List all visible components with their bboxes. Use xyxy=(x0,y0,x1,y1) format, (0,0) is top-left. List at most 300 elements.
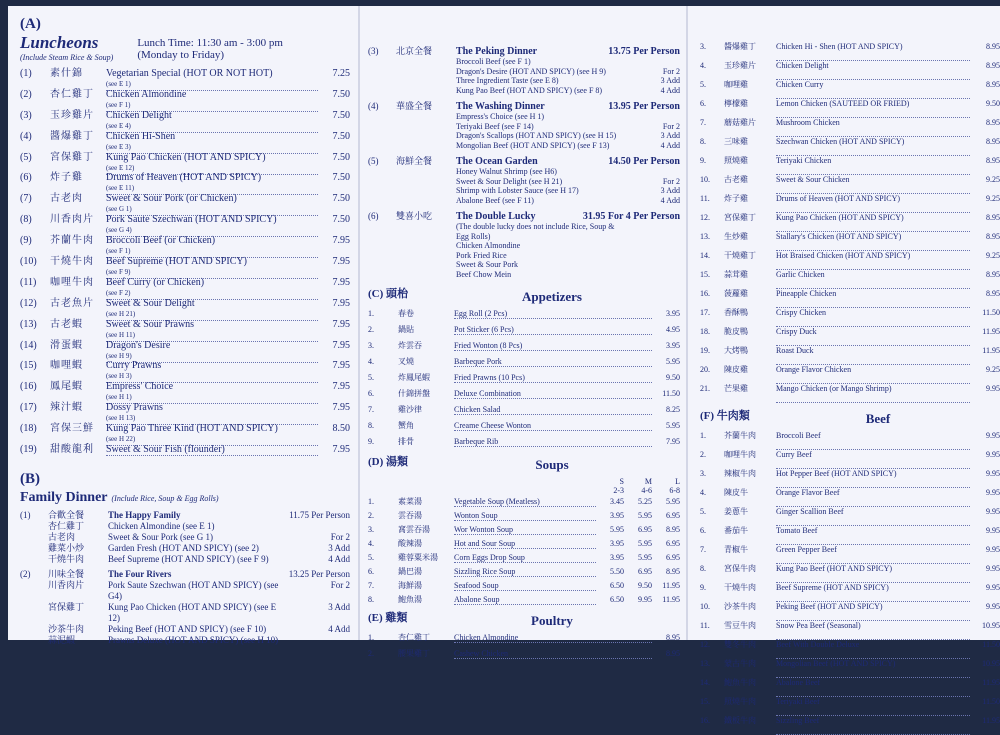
item-reference: (see H 9) xyxy=(106,351,132,360)
dinner-line-name: Beef Supreme (HOT AND SPICY) (see F 9) xyxy=(108,553,269,564)
item-reference: (see F 1) xyxy=(106,100,131,109)
dinner-price: 13.75 Per Person xyxy=(608,46,680,57)
item-number: 1. xyxy=(700,431,706,440)
item-name: Wor Wonton Soup xyxy=(454,525,596,535)
item-price: 11.95 xyxy=(662,595,680,604)
item-name xyxy=(106,89,318,112)
spacer xyxy=(396,86,456,96)
item-chinese-name: 大烤鴨 xyxy=(724,346,748,355)
dinner-line xyxy=(368,186,680,196)
dinner-line xyxy=(368,76,680,86)
item-name xyxy=(106,110,318,133)
dinner-box xyxy=(368,211,680,279)
menu-sheet xyxy=(8,6,1000,725)
item-number: (18) xyxy=(20,423,37,435)
item-number: 4. xyxy=(368,357,374,366)
spacer xyxy=(368,112,396,122)
menu-item xyxy=(20,256,350,277)
spacer xyxy=(368,260,396,270)
item-number: 18. xyxy=(700,327,710,336)
item-price: 9.95 xyxy=(986,545,1000,554)
item-reference: (see E 4) xyxy=(106,121,131,130)
item-reference: (see G 4) xyxy=(106,226,132,235)
item-name xyxy=(106,172,318,195)
item-name: Hot Braised Chicken (HOT AND SPICY) xyxy=(776,251,970,270)
luncheons-subtitle: (Include Steam Rice & Soup) xyxy=(20,53,114,62)
dinner-number: (2) xyxy=(20,568,31,579)
dinner-line-name: Garden Fresh (HOT AND SPICY) (see 2) xyxy=(108,542,259,553)
item-price: 3.95 xyxy=(666,341,680,350)
item-name xyxy=(106,277,318,300)
item-price: 7.25 xyxy=(332,68,350,79)
item-chinese-name: 鳳尾蝦 xyxy=(50,381,83,393)
item-name xyxy=(106,193,318,216)
spacer xyxy=(396,76,456,86)
menu-item xyxy=(20,131,350,152)
item-name xyxy=(106,444,318,456)
menu-item xyxy=(20,381,350,402)
item-name xyxy=(106,235,318,258)
item-chinese-name: 辣椒牛肉 xyxy=(724,469,756,478)
item-chinese-name: 鐵板牛肉 xyxy=(724,716,756,725)
spacer xyxy=(368,222,396,241)
item-chinese-name: 蘑菇雞片 xyxy=(724,118,756,127)
item-chinese-name: 素菜湯 xyxy=(398,497,422,506)
item-chinese-name: 滑蛋蝦 xyxy=(50,339,83,351)
item-price: 8.95 xyxy=(986,42,1000,51)
spacer xyxy=(398,477,454,486)
dinner-line-name: Prawns Deluxe (HOT AND SPICY) (see H 10) xyxy=(108,634,279,645)
item-chinese-name: 番茄牛 xyxy=(724,526,748,535)
item-name: Teriyaki Chicken xyxy=(776,156,970,175)
dinner-number: (1) xyxy=(20,509,31,520)
item-name: Abalone Beef xyxy=(776,678,970,697)
dinner-line-size xyxy=(620,222,680,241)
item-name: Creame Cheese Wonton xyxy=(454,421,652,431)
item-chinese-name: 沙茶牛肉 xyxy=(724,602,756,611)
item-title: Chicken Hi-Shen xyxy=(106,130,176,142)
item-reference: (see E 12) xyxy=(106,163,135,172)
dinner-line xyxy=(368,122,680,132)
item-chinese-name: 宮保牛肉 xyxy=(724,564,756,573)
item-name: Drums of Heaven (HOT AND SPICY) xyxy=(776,194,970,213)
dinner-line xyxy=(368,222,680,241)
menu-item xyxy=(700,137,1000,156)
poultry-letter: (E) 雞類 xyxy=(368,612,408,624)
item-name: Teriyaki Beef xyxy=(776,697,970,716)
panel-left xyxy=(8,6,358,645)
item-number: 7. xyxy=(368,405,374,414)
item-name: Peking Beef (HOT AND SPICY) xyxy=(776,602,970,621)
dinner-chinese-name: 海鮮全餐 xyxy=(396,156,433,166)
item-chinese-name: 鮑魚牛肉 xyxy=(724,678,756,687)
item-price: 9.50 xyxy=(666,373,680,382)
dinner-line-name: Kung Pao Beef (HOT AND SPICY) (see F 8) xyxy=(456,85,603,95)
item-price: 7.95 xyxy=(332,360,350,372)
spacer xyxy=(20,580,48,602)
item-price: 6.50 xyxy=(610,581,624,590)
dinner-line-chinese: 宮保雞丁 xyxy=(48,601,85,612)
dinner-title: The Four Rivers xyxy=(108,568,172,579)
menu-item xyxy=(700,697,1000,716)
item-name: Pot Sticker (6 Pcs) xyxy=(454,325,652,335)
item-chinese-name: 鮑魚湯 xyxy=(398,595,422,604)
item-number: 15. xyxy=(700,697,710,706)
lunch-time: Lunch Time: 11:30 am - 3:00 pm xyxy=(137,37,283,49)
spacer xyxy=(454,486,596,495)
item-number: 6. xyxy=(700,99,706,108)
item-price: 9.95 xyxy=(986,564,1000,573)
dinner-line-chinese: 杏仁雞丁 xyxy=(48,520,85,531)
item-name xyxy=(106,68,318,91)
item-price: 7.95 xyxy=(332,339,350,351)
menu-item xyxy=(368,357,680,367)
spacer xyxy=(368,241,396,251)
item-number: 2. xyxy=(368,511,374,520)
item-number: (5) xyxy=(20,151,32,163)
item-name: Chicken Hi - Shen (HOT AND SPICY) xyxy=(776,42,970,61)
serving-label: 2-3 xyxy=(613,486,624,495)
item-number: 10. xyxy=(700,602,710,611)
spacer xyxy=(20,521,48,532)
item-name: Roast Duck xyxy=(776,346,970,365)
spacer xyxy=(368,477,398,486)
item-name xyxy=(106,152,318,175)
dinner-line-name: Empress's Choice (see H 1) xyxy=(456,112,545,121)
menu-item xyxy=(368,649,680,659)
item-number: 15. xyxy=(700,270,710,279)
item-number: 6. xyxy=(368,389,374,398)
dinner-line-size xyxy=(620,57,680,67)
item-name: Crispy Chicken xyxy=(776,308,970,327)
item-price: 7.95 xyxy=(666,437,680,446)
dinner-line-chinese: 沙茶牛肉 xyxy=(48,623,85,634)
dinner-box xyxy=(368,101,680,150)
item-price: 11.50 xyxy=(982,697,1000,706)
spacer xyxy=(368,122,396,132)
spacer xyxy=(398,486,454,495)
dinner-line-name: Sweet & Sour Delight (see H 21) xyxy=(456,176,563,186)
item-name: Seafood Soup xyxy=(454,581,596,591)
item-chinese-name: 古老雞 xyxy=(724,175,748,184)
item-title: Beef Curry (or Chicken) xyxy=(106,276,205,288)
item-number: 5. xyxy=(368,553,374,562)
item-chinese-name: 杏仁雞丁 xyxy=(398,633,430,642)
item-number: 3. xyxy=(368,341,374,350)
item-reference: (see F 1) xyxy=(106,247,131,256)
dinner-line-name: Mongolian Beef (HOT AND SPICY) (see F 13) xyxy=(456,140,610,150)
item-price: 9.50 xyxy=(638,581,652,590)
item-price: 9.95 xyxy=(986,469,1000,478)
item-chinese-name: 青椒牛 xyxy=(724,545,748,554)
item-price: 8.95 xyxy=(986,156,1000,165)
item-chinese-name: 脆皮鴨 xyxy=(724,327,748,336)
dinner-line-name: (The double lucky does not include Rice, Soup & Egg Rolls) xyxy=(456,222,615,241)
item-chinese-name: 照燒牛肉 xyxy=(724,697,756,706)
item-name: Sizzling Beef xyxy=(776,716,970,735)
menu-item xyxy=(700,99,1000,118)
item-price: 5.95 xyxy=(610,525,624,534)
menu-item xyxy=(700,118,1000,137)
item-price: 10.95 xyxy=(982,621,1000,630)
item-chinese-name: 咖哩牛肉 xyxy=(724,450,756,459)
dinner-chinese-name: 川味全餐 xyxy=(48,568,85,579)
spacer xyxy=(368,141,396,151)
spacer xyxy=(396,196,456,206)
dinner-price: 13.25 Per Person xyxy=(288,568,350,579)
item-name: Pineapple Chicken xyxy=(776,289,970,308)
spacer xyxy=(20,554,48,565)
item-price: 9.25 xyxy=(986,175,1000,184)
item-number: 5. xyxy=(368,373,374,382)
spacer xyxy=(368,270,396,280)
dinner-title: The Ocean Garden xyxy=(456,156,538,167)
item-chinese-name: 咖哩牛肉 xyxy=(50,276,94,288)
item-number: (13) xyxy=(20,318,37,330)
spacer xyxy=(368,167,396,177)
item-chinese-name: 玉珍雞片 xyxy=(50,109,94,121)
spacer xyxy=(20,532,48,543)
item-number: 4. xyxy=(700,61,706,70)
item-number: 14. xyxy=(700,251,710,260)
item-number: (14) xyxy=(20,339,37,351)
item-price: 11.95 xyxy=(982,678,1000,687)
menu-item xyxy=(700,678,1000,697)
item-number: 16. xyxy=(700,289,710,298)
item-name: Chicken Salad xyxy=(454,405,652,415)
item-title: Sweet & Sour Pork (or Chicken) xyxy=(106,193,237,205)
serving-label: 6-8 xyxy=(669,486,680,495)
item-title: Dragon's Desire xyxy=(106,339,171,351)
item-number: 11. xyxy=(700,194,710,203)
dinner-line xyxy=(368,251,680,261)
item-number: 4. xyxy=(368,539,374,548)
item-number: 8. xyxy=(700,564,706,573)
dinner-line-size: For 2 xyxy=(330,579,350,590)
item-price: 5.95 xyxy=(666,421,680,430)
panel-middle xyxy=(358,6,686,658)
item-chinese-name: 宮保三鮮 xyxy=(50,423,94,435)
dinner-price: 13.95 Per Person xyxy=(608,101,680,112)
beef-list xyxy=(700,431,1000,735)
item-name: Deluxe Combination xyxy=(454,389,652,399)
dinner-line-name: Abalone Beef (see F 11) xyxy=(456,195,534,205)
item-chinese-name: 咖哩蝦 xyxy=(50,360,83,372)
item-reference: (see H 22) xyxy=(106,435,136,444)
item-price: 9.95 xyxy=(986,507,1000,516)
item-price: 7.95 xyxy=(332,256,350,268)
item-name: Wonton Soup xyxy=(454,511,596,521)
item-price: 7.50 xyxy=(332,130,350,142)
dinner-line xyxy=(368,141,680,151)
item-name xyxy=(106,319,318,342)
menu-item xyxy=(368,341,680,351)
item-chinese-name: 炸子雞 xyxy=(50,172,83,184)
item-price: 5.95 xyxy=(638,553,652,562)
item-name: Lemon Chicken (SAUTEED OR FRIED) xyxy=(776,99,970,118)
item-name: Fried Prawns (10 Pcs) xyxy=(454,373,652,383)
item-number: 13. xyxy=(700,659,710,668)
dinner-title: The Double Lucky xyxy=(456,211,536,222)
item-chinese-name: 蒙古牛肉 xyxy=(724,659,756,668)
item-price: 10.95 xyxy=(982,659,1000,668)
soup-size-header xyxy=(368,477,680,486)
item-chinese-name: 雙冬牛肉 xyxy=(724,640,756,649)
spacer xyxy=(396,222,456,241)
item-price: 9.95 xyxy=(986,488,1000,497)
dinner-line-name: Sweet & Sour Pork (see G 1) xyxy=(108,531,213,542)
item-number: 12. xyxy=(700,640,710,649)
menu-item xyxy=(368,525,680,535)
item-title: Empress' Choice xyxy=(106,381,174,393)
item-name: Green Pepper Beef xyxy=(776,545,970,564)
dinner-line xyxy=(20,521,350,532)
dinner-line xyxy=(20,532,350,543)
item-price: 8.95 xyxy=(986,80,1000,89)
item-price: 7.95 xyxy=(332,444,350,456)
size-label: M xyxy=(644,477,652,486)
item-number: 8. xyxy=(368,595,374,604)
menu-item xyxy=(700,716,1000,735)
item-price: 11.95 xyxy=(662,581,680,590)
item-number: 3. xyxy=(700,469,706,478)
item-reference: (see E 1) xyxy=(106,80,131,88)
spacer xyxy=(368,76,396,86)
item-price: 7.95 xyxy=(332,318,350,330)
family-dinner xyxy=(20,569,350,646)
dinner-chinese-name: 華盛全餐 xyxy=(396,101,433,111)
menu-item xyxy=(700,42,1000,61)
item-price: 7.50 xyxy=(332,109,350,121)
dinner-line-name: Shrimp with Lobster Sauce (see H 17) xyxy=(456,186,579,195)
item-name xyxy=(106,381,318,404)
spacer xyxy=(20,543,48,554)
item-chinese-name: 陳皮牛 xyxy=(724,488,748,497)
menu-item xyxy=(368,633,680,643)
item-chinese-name: 古老蝦 xyxy=(50,318,83,330)
item-name: Egg Roll (2 Pcs) xyxy=(454,309,652,319)
menu-item xyxy=(20,152,350,173)
family-subtitle: (Include Rice, Soup & Egg Rolls) xyxy=(111,493,219,503)
item-price: 9.25 xyxy=(986,194,1000,203)
menu-item xyxy=(700,365,1000,384)
menu-item xyxy=(700,175,1000,194)
menu-item xyxy=(368,539,680,549)
item-price: 9.95 xyxy=(638,595,652,604)
item-number: (16) xyxy=(20,381,37,393)
spacer xyxy=(396,57,456,67)
menu-item xyxy=(20,319,350,340)
item-number: 6. xyxy=(700,526,706,535)
item-title: Kung Pao Chicken (HOT AND SPICY) xyxy=(106,151,266,163)
item-name xyxy=(106,360,318,383)
item-name: Curry Beef xyxy=(776,450,970,469)
item-price: 3.95 xyxy=(666,309,680,318)
item-price: 6.95 xyxy=(638,567,652,576)
item-chinese-name: 叉燒 xyxy=(398,357,414,366)
item-number: 1. xyxy=(368,633,374,642)
menu-item xyxy=(700,289,1000,308)
dinner-line-name: Teriyaki Beef (see F 14) xyxy=(456,121,534,131)
item-name: Hot and Sour Soup xyxy=(454,539,596,549)
spacer xyxy=(368,186,396,196)
item-name xyxy=(106,402,318,425)
spacer xyxy=(368,177,396,187)
item-title: Drums of Heaven (HOT AND SPICY) xyxy=(106,172,262,184)
menu-item xyxy=(20,340,350,361)
menu-item xyxy=(700,80,1000,99)
dinner-line-size: 4 Add xyxy=(328,553,350,564)
item-name: Stallary's Chicken (HOT AND SPICY) xyxy=(776,232,970,251)
menu-item xyxy=(20,214,350,235)
menu-item xyxy=(368,389,680,399)
dinner-line-name: Chicken Almondine (see E 1) xyxy=(108,520,215,531)
item-number: (4) xyxy=(20,130,32,142)
item-price: 9.95 xyxy=(986,583,1000,592)
luncheons-list xyxy=(20,68,350,465)
dinner-line-name: Three Ingredient Taste (see E 8) xyxy=(456,76,559,85)
item-price: 6.50 xyxy=(610,595,624,604)
item-chinese-name: 春卷 xyxy=(398,309,414,318)
item-price: 5.50 xyxy=(610,567,624,576)
item-number: 10. xyxy=(700,175,710,184)
item-number: (11) xyxy=(20,276,37,288)
spacer xyxy=(396,241,456,251)
item-title: Curry Prawns xyxy=(106,360,162,372)
dinner-line xyxy=(368,241,680,251)
menu-item xyxy=(700,346,1000,365)
dinner-price: 11.75 Per Person xyxy=(289,509,350,520)
item-chinese-name: 干燒牛肉 xyxy=(724,583,756,592)
item-price: 11.50 xyxy=(982,308,1000,317)
menu-item xyxy=(700,640,1000,659)
item-name: Broccoli Beef xyxy=(776,431,970,450)
item-number: (1) xyxy=(20,68,32,79)
panel-right xyxy=(686,6,1000,725)
item-number: 7. xyxy=(700,118,706,127)
dinner-line-size: For 2 xyxy=(330,531,350,542)
family-letter: (B) xyxy=(20,470,40,487)
item-chinese-name: 生炒雞 xyxy=(724,232,748,241)
item-price: 11.95 xyxy=(982,346,1000,355)
item-price: 11.50 xyxy=(662,389,680,398)
item-price: 3.95 xyxy=(610,539,624,548)
dinner-line-size xyxy=(620,241,680,251)
item-title: Vegetarian Special (HOT OR NOT HOT) xyxy=(106,68,273,79)
spacer xyxy=(20,635,48,646)
dinner-line-size: 3 Add xyxy=(328,601,350,612)
item-name: Mongolian Beef (HOT AND SPICY) xyxy=(776,659,970,678)
item-title: Kung Pao Three Kind (HOT AND SPICY) xyxy=(106,423,278,435)
item-name: Abalone Soup xyxy=(454,595,596,605)
spacer xyxy=(396,186,456,196)
dinner-line-name: Pork Fried Rice xyxy=(456,250,507,260)
item-chinese-name: 咖哩雞 xyxy=(724,80,748,89)
item-number: (12) xyxy=(20,297,37,309)
spacer xyxy=(396,112,456,122)
item-number: (6) xyxy=(20,172,32,184)
item-title: Sweet & Sour Delight xyxy=(106,297,195,309)
item-number: 12. xyxy=(700,213,710,222)
item-price: 9.95 xyxy=(986,431,1000,440)
item-chinese-name: 古老魚片 xyxy=(50,297,94,309)
dinner-number: (6) xyxy=(368,211,379,221)
dinner-line xyxy=(368,196,680,206)
item-name: Garlic Chicken xyxy=(776,270,970,289)
menu-item xyxy=(20,277,350,298)
item-price: 4.95 xyxy=(666,325,680,334)
item-chinese-name: 三味雞 xyxy=(724,137,748,146)
